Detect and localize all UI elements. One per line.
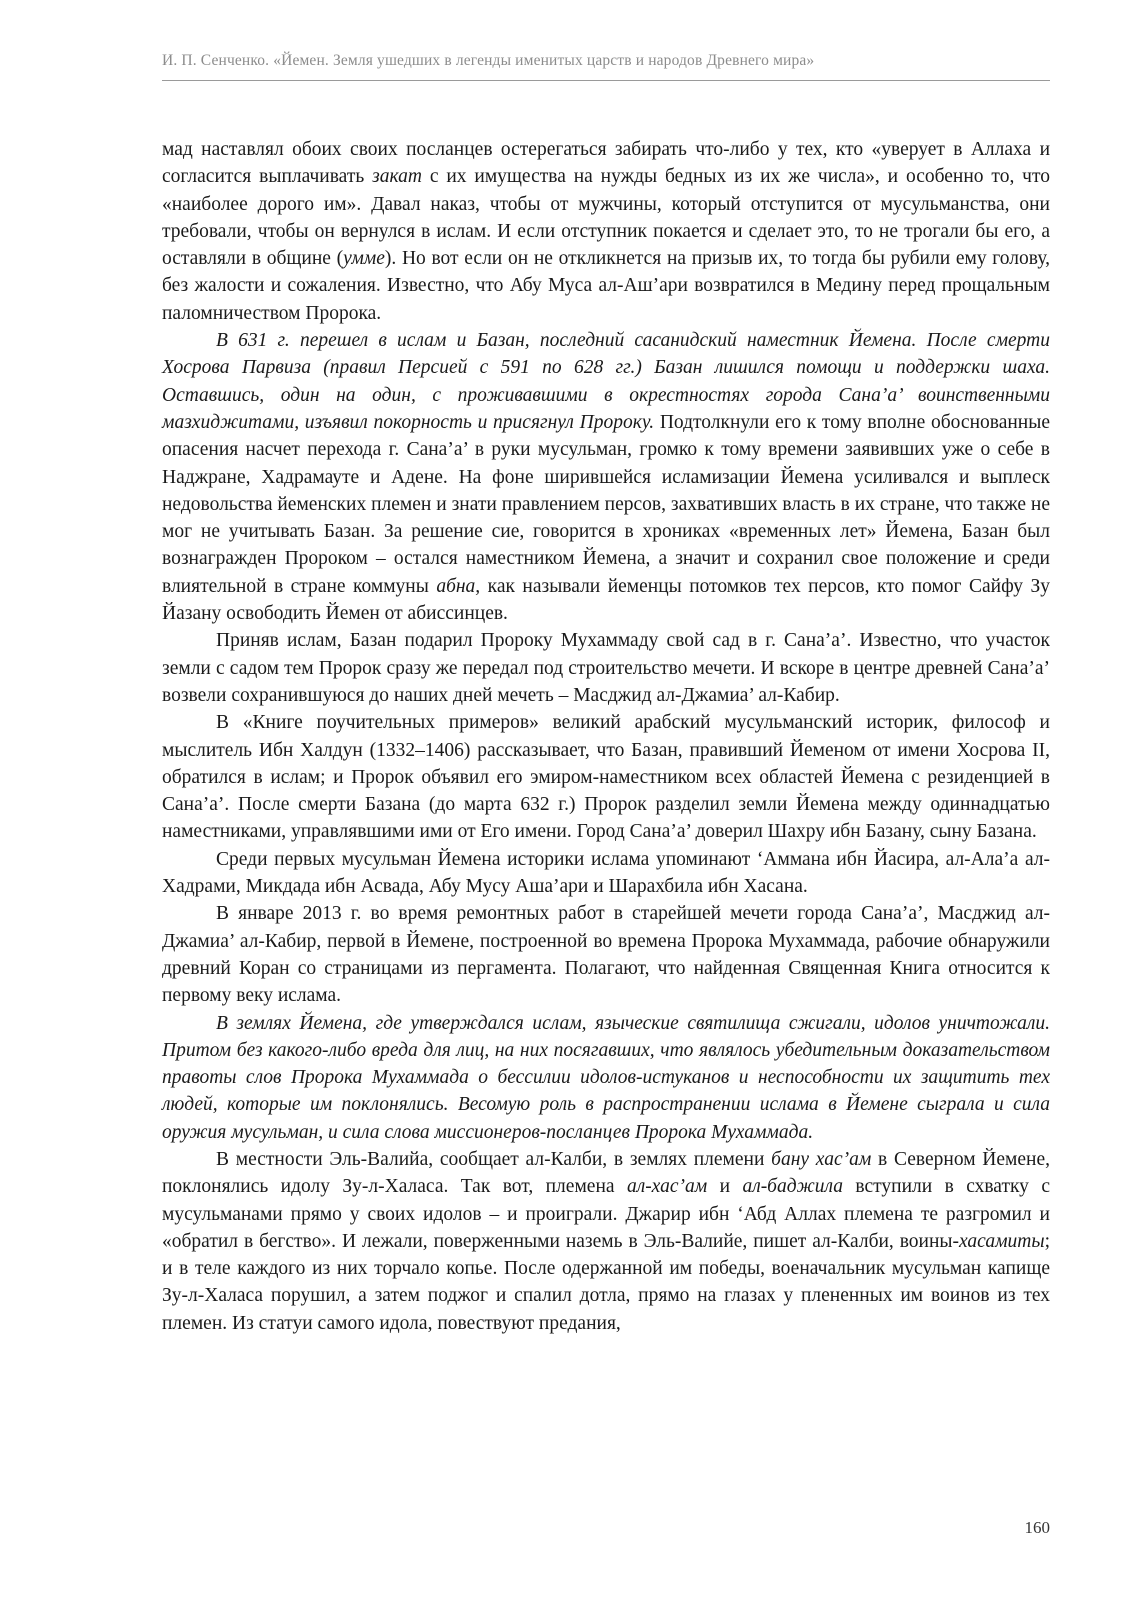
text-run: В местности Эль-Валийа, сообщает ал-Калби, в землях племени (216, 1148, 772, 1170)
paragraph (162, 846, 1050, 901)
header-divider (162, 80, 1050, 81)
text-run: мад наставлял обоих своих посланцев остерегаться забирать что-либо у тех, кто «уверует в Аллаха и согласится выплачивать (162, 139, 1050, 188)
paragraph (162, 709, 1050, 845)
text-run: Приняв ислам, Базан подарил Пророку Мухаммаду свой сад в г. Сана’а’. Известно, что участок земли с садом тем Пророк сразу же передал под строительство мечети. И вскоре в центре древней Сана’а’ возвели сохранившуюся до наших дней мечеть – Масджид ал-Джамиа’ ал-Кабир. (162, 630, 1050, 706)
paragraph (162, 900, 1050, 1009)
paragraph (162, 627, 1050, 709)
italic-term: ал-баджила (742, 1176, 843, 1198)
italic-term: хасамиты (959, 1230, 1045, 1252)
italic-term: бану хас’ам (771, 1148, 872, 1170)
text-run: ; и в теле каждого из них торчало копье. После одержанной им победы, военачальник мусульман капище Зу-л-Халаса порушил, а затем поджог и спалил дотла, прямо на глазах у плененных им воинов из тех племен. Из статуи самого идола, повествуют предания, (162, 1230, 1050, 1334)
italic-term: ал-хас’ам (626, 1176, 708, 1198)
body-text (162, 136, 1050, 1337)
text-run: с их имущества на нужды бедных из их же числа», и особенно то, что «наиболее дорого им». Давал наказ, чтобы от мужчины, который отступится от мусульманства, они требовали, чтобы он вернулся в ислам. И если отступник покается и сделает это, то не трогали бы его, а оставляли в общине ( (162, 166, 1051, 270)
running-head: И. П. Сенченко. «Йемен. Земля ушедших в легенды именитых царств и народов Древнего мира» (162, 52, 815, 69)
italic-term: абна, (436, 575, 481, 597)
page-number: 160 (1024, 1518, 1050, 1537)
text-run: как называли йеменцы потомков тех персов, кто помог Сайфу Зу Йазану освободить Йемен от абиссинцев. (162, 575, 1050, 625)
text-run: В «Книге поучительных примеров» великий арабский мусульманский историк, философ и мыслитель Ибн Халдун (1332–1406) рассказывает, что Базан, правивший Йеменом от имени Хосрова II, обратился в ислам; и Пророк объявил его эмиром-наместником всех областей Йемена с резиденцией в Сана’а’. После смерти Базана (до марта 632 г.) Пророк разделил земли Йемена между одиннадцатью наместниками, управлявшими ими от Его имени. Город Сана’а’ доверил Шахру ибн Базану, сыну Базана. (162, 712, 1050, 843)
italic-term: закат (372, 166, 422, 188)
italic-passage: В землях Йемена, где утверждался ислам, языческие святилища сжигали, идолов уничтожали. Притом без какого-либо вреда для лиц, на них посягавших, что являлось убедительным доказательством правоты слов Пророка Мухаммада о бессилии идолов-истуканов и неспособности их защитить тех людей, которые им поклонялись. Весомую роль в распространении ислама в Йемене сыграла и сила оружия мусульман, и сила слова миссионеров-посланцев Пророка Мухаммада. (162, 1012, 1050, 1143)
text-run: ). Но вот если он не откликнется на призыв их, то тогда бы рубили ему голову, без жалости и сожаления. Известно, что Абу Муса ал-Аш’ари возвратился в Медину перед прощальным паломничеством Пророка. (162, 248, 1050, 324)
text-run: вступили в схватку с мусульманами прямо у своих идолов – и проиграли. Джарир ибн ‘Абд Аллах племена те разгромил и «обратил в бегство». И лежали, поверженными наземь в Эль-Валийе, пишет ал-Калби, воины- (162, 1176, 1050, 1252)
paragraph (162, 1146, 1050, 1337)
text-run: Среди первых мусульман Йемена историки ислама упоминают ‘Аммана ибн Йасира, ал-Ала’а ал-Хадрами, Микдада ибн Асвада, Абу Мусу Аша’ари и Шарахбила ибн Хасана. (162, 848, 1050, 898)
text-run: В январе 2013 г. во время ремонтных работ в старейшей мечети города Сана’а’, Масджид ал-Джамиа’ ал-Кабир, первой в Йемене, построенной во времена Пророка Мухаммада, рабочие обнаружили древний Коран со страницами из пергамента. Полагают, что найденная Священная Книга относится к первому веку ислама. (162, 903, 1050, 1007)
italic-term: умме (343, 248, 385, 270)
paragraph (162, 136, 1050, 327)
text-run: в Северном Йемене, поклонялись идолу Зу-л-Халаса. Так вот, племена (162, 1148, 1050, 1198)
paragraph (162, 1010, 1050, 1146)
text-run: Подтолкнули его к тому вполне обоснованные опасения насчет перехода г. Сана’а’ в руки мусульман, громко к тому времени заявивших уже о себе в Наджране, Хадрамауте и Адене. На фоне ширившейся исламизации Йемена усиливался и выплеск недовольства йеменских племен и знати правлением персов, захвативших власть в их стране, что также не мог не учитывать Базан. За решение сие, говорится в хрониках «временных лет» Йемена, Базан был вознагражден Пророком – остался наместником Йемена, а значит и сохранил свое положение и среди влиятельной в стране коммуны (162, 411, 1050, 597)
italic-passage: В 631 г. перешел в ислам и Базан, последний сасанидский наместник Йемена. После смерти Хосрова Парвиза (правил Персией с 591 по 628 гг.) Базан лишился помощи и поддержки шаха. Оставшись, один на один, с проживавшими в окрестностях города Сана’а’ воинственными мазхиджитами, изъявил покорность и присягнул Пророку. (162, 330, 1050, 433)
paragraph (162, 327, 1050, 627)
text-run: и (707, 1176, 743, 1198)
